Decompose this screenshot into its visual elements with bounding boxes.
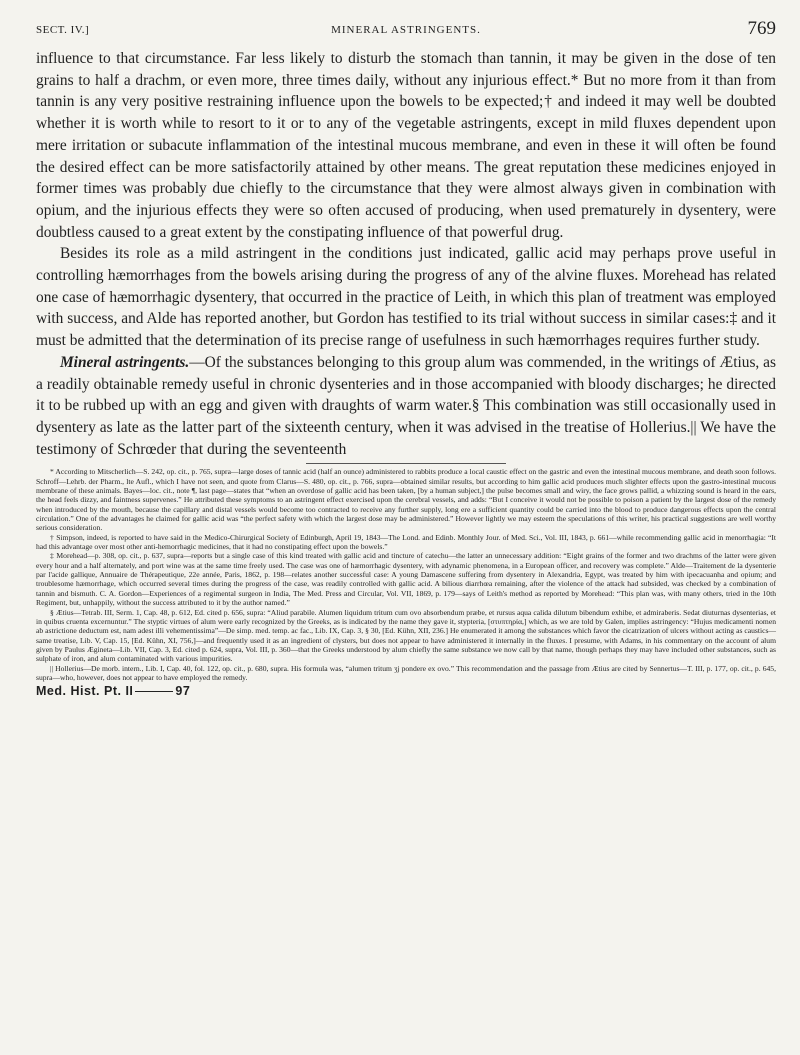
- footnotes: [36, 467, 776, 682]
- footnote: || Hollerius—De morb. intern., Lib. I, Cap. 40, fol. 122, op. cit., p. 680, supra. His formula was, “alumen tritum ʒj pondere ex ovo.” This recommendation and the passage from Ætius are cited by Sennertus—T. III, p. 177, op. cit., p. 645, supra—who, however, does not appear to have employed the remedy.: [36, 663, 776, 682]
- signature-mark: Med. Hist. Pt. II: [36, 684, 134, 699]
- footnote: † Simpson, indeed, is reported to have said in the Medico-Chirurgical Society of Edinburgh, April 19, 1843—The Lond. and Edinb. Monthly Jour. of Med. Sci., Vol. III, 1843, p. 661—while recommending gallic acid in menorrhagia: “It had this advantage over most other anti-hemorrhagic medicines, that it had no constipating effect upon the bowels.”: [36, 532, 776, 552]
- footnote-divider: [306, 463, 506, 464]
- signature-number: 97: [175, 684, 191, 699]
- signature-dash: [135, 691, 173, 692]
- running-title: MINERAL ASTRINGENTS.: [331, 24, 481, 36]
- page-number: 769: [747, 18, 776, 39]
- paragraph-text: —Of the substances belonging to this group alum was commended, in the writings of Ætius, as a readily obtainable remedy useful in chronic dysenteries and in those accompanied with bloody discharges; he directed it to be rubbed up with an egg and given with draughts of warm water.§ This combination was still occasionally used in dysentery as late as the latter part of the sixteenth century, when it was advised in the treatise of Hollerius.|| We have the testimony of Schrœder that during the seventeenth: [36, 353, 776, 458]
- footnote: § Ætius—Tetrab. III, Serm. 1, Cap. 48, p. 612, Ed. cited p. 656, supra: “Aliud parabile. Alumen liquidum tritum cum ovo absorbendum præbe, et rursus aqua calida dilutum bibendum exhibe, et admiraberis. Sedat diuturnas dysenterias, et in quibus cruenta excernuntur.” The styptic virtues of alum were early recognized by the Greeks, as is indicated by the name they gave it, stypteria, [στυπτηρία,] which, as we are told by Galen, implies astringency: “Hujus medicamenti nomen ab astrictione deductum est, nam adest illi vehementissima”—De simp. med. temp. ac fac., Lib. IX, Cap. 3, § 30, [Ed. Kühn, XII, 236.] He enumerated it among the substances which favor the cicatrization of ulcers without acting as caustics—same treatise, Lib. V, Cap. 15, [Ed. Kühn, XI, 756,]—and frequently used it as an ingredient of clysters, but does not appear to have administered it internally in the fluxes. I presume, with Adams, in his commentary on the account of alum given by Paulus Ægineta—Lib. VII, Cap. 3, Ed. cited p. 624, supra, Vol. III, p. 360—that the Greeks understood by alum chiefly the same substance we now call by that name, though perhaps they may have included other substances, such as sulphate of iron, and alum contaminated with various impurities.: [36, 607, 776, 664]
- paragraph: Besides its role as a mild astringent in the conditions just indicated, gallic acid may perhaps prove useful in controlling hæmorrhages from the bowels arising during the progress of any of the alvine fluxes. Morehead has related one case of hæmorrhagic dysentery, that occurred in the practice of Leith, in which this plan of treatment was employed with success, and Alde has reported another, but Gordon has testified to its trial without success in similar cases:‡ and it must be admitted that the determination of its precise range of usefulness in such hæmorrhages requires further study.: [36, 245, 776, 350]
- signature-line: [36, 684, 776, 698]
- main-text: [36, 48, 776, 460]
- paragraph: influence to that circumstance. Far less likely to disturb the stomach than tannin, it may be given in the dose of ten grains to half a drachm, or even more, three times daily, without any injurious effect.* But no more from it than from tannin is any very positive restraining influence upon the bowels to be expected;† and indeed it may well be doubted whether it is worth while to resort to it or to any of the vegetable astringents, except in mild fluxes dependent upon mere irritation or subacute inflammation of the intestinal mucous membrane, and even in these it will often be found the desired effect can be more satisfactorily attained by other means. The great reputation these medicines enjoyed in former times was probably due chiefly to the circumstance that they were almost always given in combination with opium, and the injurious effects they were so often accused of producing, when used prematurely in dysentery, were doubtless caused to a great extent by the constipating influence of that powerful drug.: [36, 50, 776, 241]
- section-label: SECT. IV.]: [36, 24, 90, 36]
- running-header: [36, 20, 776, 48]
- marginal-heading: Mineral astringents.: [60, 353, 190, 371]
- footnote: * According to Mitscherlich—S. 242, op. cit., p. 765, supra—large doses of tannic acid (half an ounce) administered to rabbits produce a local caustic effect on the gastric and even the intestinal mucous membrane, and death soon follows. Schroff—Lehrb. der Pharm., lte Aufl., which I have not seen, and quote from Clarus—S. 480, op. cit., p. 766, supra—obtained similar results, but according to him gallic acid produces much slighter effects upon the gastro-intestinal mucous membrane of these animals. Bayes—loc. cit., note ¶, last page—states that “when an overdose of gallic acid has been taken, [by a human subject,] the pulse becomes small and wiry, the face grows pallid, a whizzing sound is heard in the ears, the head feels dizzy, and faintness supervenes.” He attributed these symptoms to an astringent effect exercised upon the cerebral vessels, and adds: “But I conceive it would not be possible to poison a patient by the largest dose of the remedy when introduced by the mouth, because the capillary and distal vessels would become too contracted to receive any further supply, long ere a sufficient quantity could be carried into the blood to produce dangerous effects upon the central circulation.” One of the advantages he claimed for gallic acid was “the perfect safety with which the largest dose may be administered.” However lightly we may esteem the speculations of this writer, his practical suggestions are well worthy serious consideration.: [36, 467, 776, 533]
- footnote: ‡ Morehead—p. 308, op. cit., p. 637, supra—reports but a single case of this kind treated with gallic acid and tincture of catechu—the latter an unnecessary addition: “Eight grains of the former and two drachms of the latter were given every hour and a half alternately, and port wine was at the same time freely used. The case was one of hæmorrhagic dysentery, with adynamic phenomena, in a European officer, and recovery was complete.” Alde—Traitement de la dysenterie par l'acide gallique, Annuaire de Thérapeutique, 22e année, Paris, 1862, p. 198—relates another successful case: A young Damascene suffering from dysentery in Alexandria, Egypt, was treated by him with ipecacuanha and opium; and troublesome hæmorrhage, which occurred several times during the progress of the case, was readily controlled with gallic acid. A bilious diarrhœa remaining, after the violence of the attack had subsided, was checked by a combination of tannin and bismuth. C. A. Gordon—Experiences of a regimental surgeon in India, The Med. Press and Circular, Vol. VII, 1869, p. 179—says of Leith's method as reported by Morehead: “This plan was, with many others, tried in the 10th Regiment, but, unhappily, without the success attributed to it by the author named.”: [36, 551, 776, 608]
- book-page: [36, 20, 776, 698]
- paragraph: [36, 352, 776, 461]
